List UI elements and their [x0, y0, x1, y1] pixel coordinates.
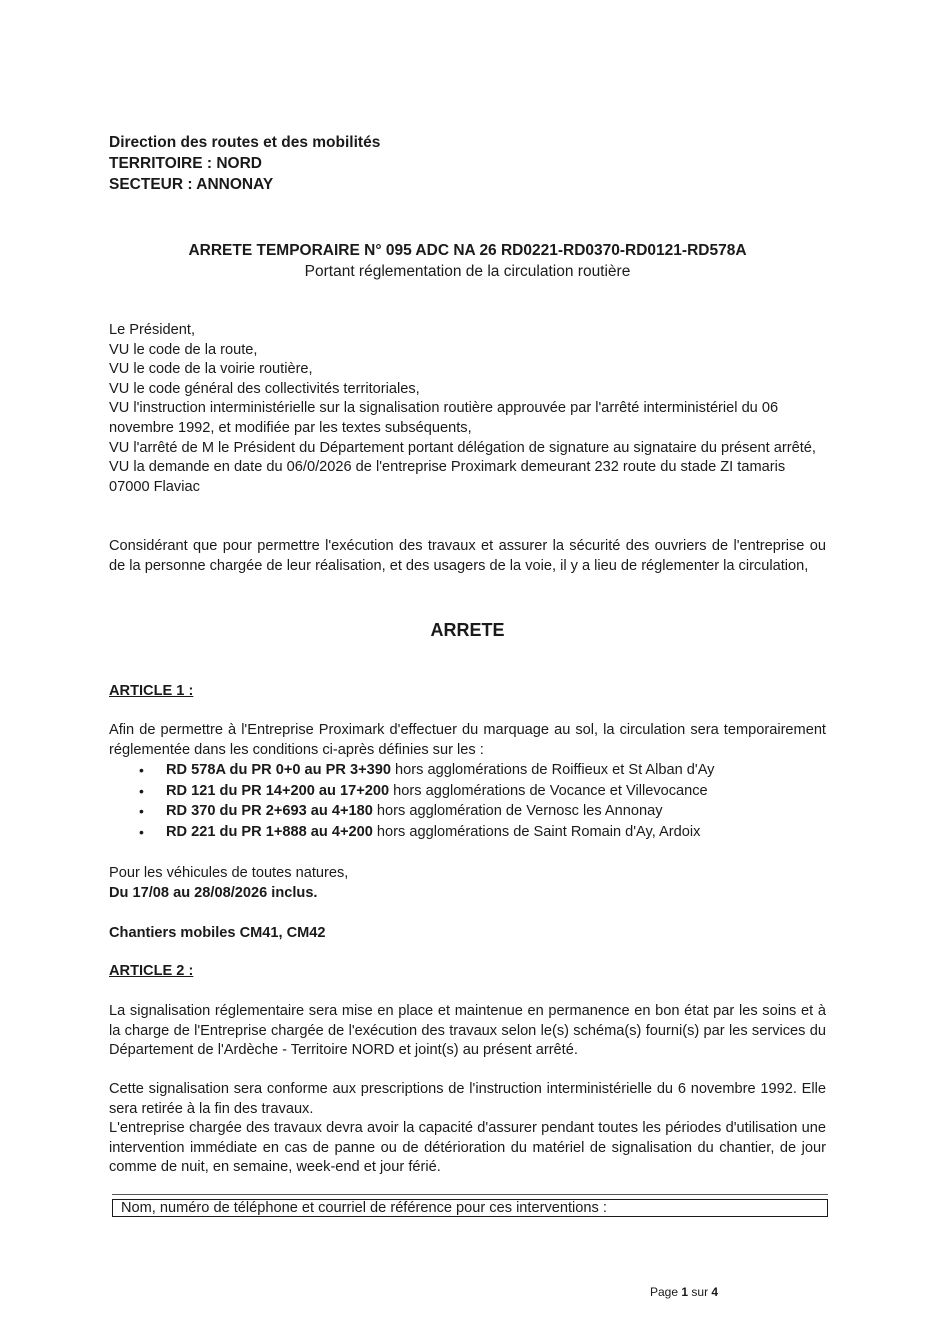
preamble-line: VU la demande en date du 06/0/2026 de l'entreprise Proximark demeurant 232 route du stade ZI tamaris 07000 Flaviac [109, 459, 786, 495]
page-number: Page 1 sur 4 [650, 1285, 719, 1299]
article-1 [109, 683, 826, 699]
preamble [109, 321, 826, 497]
vehicles-dates [109, 864, 826, 903]
preamble-line: VU le code général des collectivités territoriales, [109, 380, 420, 397]
article-2-para1 [109, 1002, 826, 1061]
considerant [109, 537, 826, 576]
decree-title [109, 240, 826, 282]
article-2-heading: ARTICLE 2 : [109, 963, 194, 979]
reference-box [112, 1199, 828, 1217]
list-item: • RD 121 du PR 14+200 au 17+200 hors agglomérations de Vocance et Villevocance [109, 781, 826, 802]
chantiers-text: Chantiers mobiles CM41, CM42 [109, 925, 326, 941]
issuer-header [109, 132, 826, 195]
preamble-line: VU le code de la route, [109, 341, 258, 358]
decree-subtitle: Portant réglementation de la circulation routière [304, 263, 631, 280]
article-1-heading: ARTICLE 1 : [109, 683, 194, 699]
chantiers [109, 924, 826, 944]
article-1-body [109, 721, 826, 843]
arrete-heading: ARRETE [430, 620, 505, 640]
preamble-line: Le Président, [109, 322, 195, 338]
dates-text: Du 17/08 au 28/08/2026 inclus. [109, 884, 318, 901]
reference-label: Nom, numéro de téléphone et courriel de référence pour ces interventions : [121, 1200, 607, 1216]
article-2-text: Cette signalisation sera conforme aux prescriptions de l'instruction interministérielle du 6 novembre 1992. Elle sera retirée à la fin des travaux. [109, 1081, 826, 1117]
secteur: SECTEUR : ANNONAY [109, 176, 274, 193]
vehicles-text: Pour les véhicules de toutes natures, [109, 865, 349, 881]
article-1-intro: Afin de permettre à l'Entreprise Proximark d'effectuer du marquage au sol, la circulation sera temporairement réglementée dans les conditions ci-après définies sur les : [109, 722, 826, 758]
territoire: TERRITOIRE : NORD [109, 155, 262, 172]
article-2-text: L'entreprise chargée des travaux devra avoir la capacité d'assurer pendant toutes les périodes d'utilisation une intervention immédiate en cas de panne ou de détérioration du matériel de signalisation du chantier, de jour comme de nuit, en semaine, week-end et jour férié. [109, 1120, 826, 1176]
article-2-text: La signalisation réglementaire sera mise en place et maintenue en permanence en bon état par les soins et à la charge de l'Entreprise chargée de l'exécution des travaux selon le(s) schéma(s) fourni(s) par les services du Département de l'Ardèche - Territoire NORD et joint(s) au présent arrêté. [109, 1003, 826, 1059]
decree-number: ARRETE TEMPORAIRE N° 095 ADC NA 26 RD0221-RD0370-RD0121-RD578A [188, 242, 747, 259]
article-2 [109, 963, 826, 979]
preamble-line: VU l'arrêté de M le Président du Département portant délégation de signature au signataire du présent arrêté, [109, 439, 816, 456]
article-2-para2 [109, 1080, 826, 1178]
preamble-line: VU l'instruction interministérielle sur la signalisation routière approuvée par l'arrêté interministériel du 06 novembre 1992, et modifiée par les textes subséquents, [109, 400, 779, 436]
direction-name: Direction des routes et des mobilités [109, 134, 381, 151]
considerant-text: Considérant que pour permettre l'exécution des travaux et assurer la sécurité des ouvriers de l'entreprise ou de la personne chargée de leur réalisation, et des usagers de la voie, il y a lieu de réglementer la circulation, [109, 538, 826, 574]
list-item: • RD 221 du PR 1+888 au 4+200 hors agglomérations de Saint Romain d'Ay, Ardoix [109, 822, 826, 843]
preamble-line: VU le code de la voirie routière, [109, 361, 313, 378]
list-item: • RD 370 du PR 2+693 au 4+180 hors agglomération de Vernosc les Annonay [109, 801, 826, 822]
divider [112, 1194, 828, 1195]
road-list [109, 760, 826, 842]
list-item: • RD 578A du PR 0+0 au PR 3+390 hors agglomérations de Roiffieux et St Alban d'Ay [109, 760, 826, 781]
